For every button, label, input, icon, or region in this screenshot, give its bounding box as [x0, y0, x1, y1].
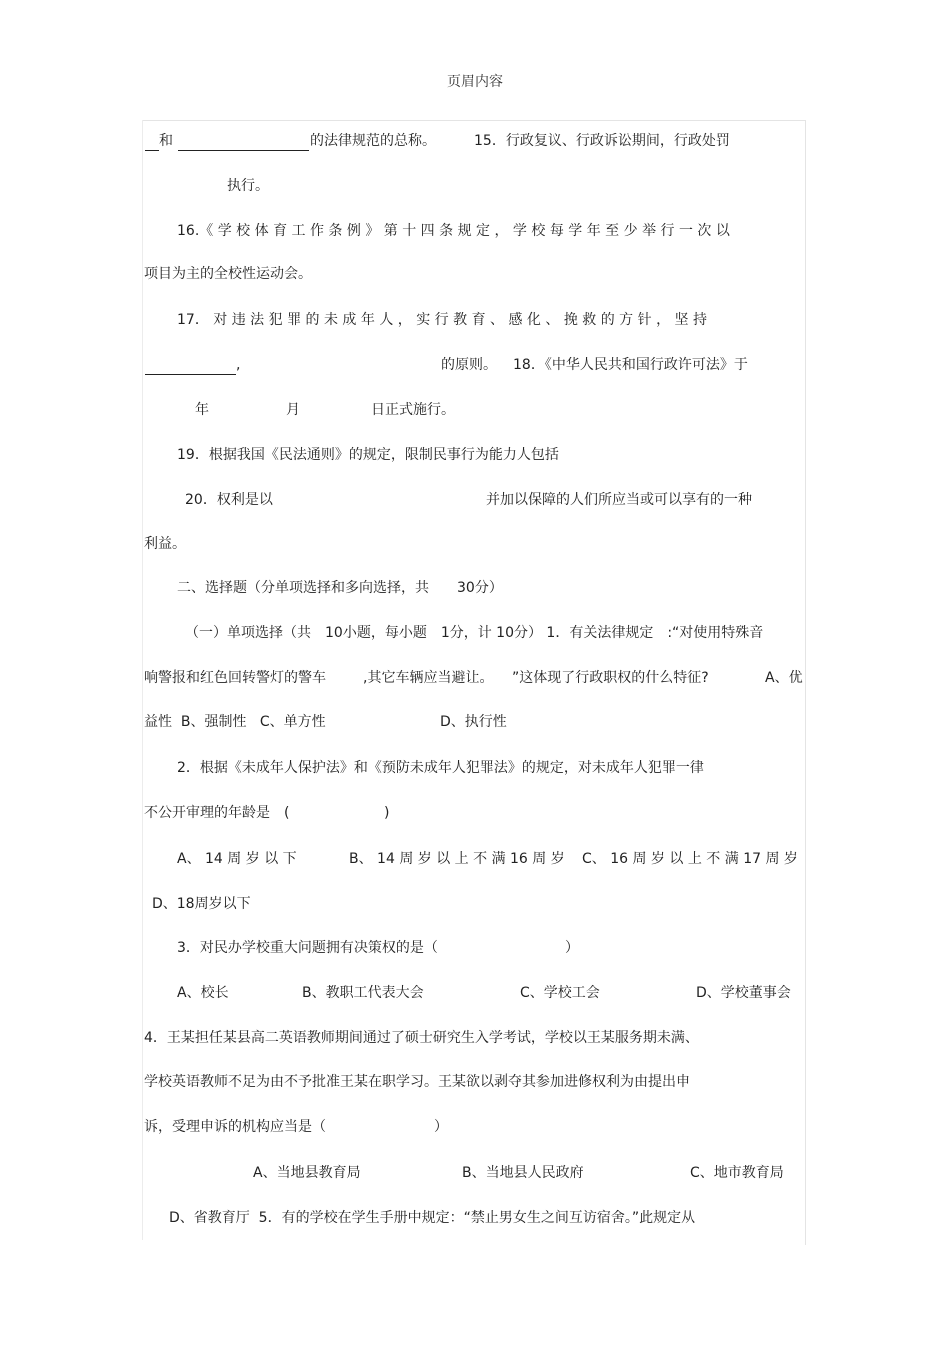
text-line: D、省教育厅 5．有的学校在学生手册中规定：“禁止男女生之间互访宿舍。”此规定从 [169, 1210, 696, 1226]
text-line: 诉，受理申诉的机构应当是（ [144, 1119, 326, 1135]
text-line: 月 [286, 402, 300, 418]
text-line: C、地市教育局 [690, 1165, 784, 1181]
content-frame-left-edge [142, 120, 143, 1240]
text-line: 20．权利是以 [185, 492, 273, 508]
text-line: A、 14 周 岁 以 下 [177, 851, 297, 867]
text-line: A、当地县教育局 [253, 1165, 361, 1181]
text-line: 利益。 [144, 536, 186, 552]
text-line: 15．行政复议、行政诉讼期间，行政处罚 [474, 133, 730, 149]
text-line: D、18周岁以下 [152, 896, 251, 912]
text-line: 3．对民办学校重大问题拥有决策权的是（ [177, 940, 438, 956]
text-line: 17． 对 违 法 犯 罪 的 未 成 年 人 ， 实 行 教 育 、 感 化 、 挽 救 的 方 针 ， 坚 持 [177, 312, 707, 328]
text-line: 学校英语教师不足为由不予批准王某在职学习。王某欲以剥夺其参加进修权利为由提出申 [144, 1074, 690, 1090]
text-line: B、教职工代表大会 [302, 985, 424, 1001]
text-line: B、当地县人民政府 [462, 1165, 584, 1181]
text-line: D、执行性 [440, 714, 507, 730]
text-line: ） [565, 940, 579, 956]
text-line: 18．《中华人民共和国行政许可法》于 [513, 357, 748, 373]
text-line: 益性 B、强制性 C、单方性 [144, 714, 326, 730]
text-line: 和 [159, 133, 173, 149]
text-line: 年 [195, 402, 209, 418]
text-line: C、学校工会 [520, 985, 600, 1001]
answer-blank [145, 150, 159, 151]
text-line: 不公开审理的年龄是 ( [144, 805, 290, 821]
text-line: ） [434, 1119, 448, 1135]
text-line: 执行。 [227, 178, 269, 194]
text-line: D、学校董事会 [696, 985, 791, 1001]
text-line: B、 14 周 岁 以 上 不 满 16 周 岁 [349, 851, 565, 867]
text-line: 响警报和红色回转警灯的警车 [144, 670, 326, 686]
text-line: 2．根据《未成年人保护法》和《预防未成年人犯罪法》的规定，对未成年人犯罪一律 [177, 760, 704, 776]
text-line: A、优 [765, 670, 803, 686]
text-line: 并加以保障的人们所应当或可以享有的一种 [486, 492, 752, 508]
text-line: 日正式施行。 [371, 402, 455, 418]
text-line: 的原则。 [441, 357, 497, 373]
text-line: 16.《 学 校 体 育 工 作 条 例 》 第 十 四 条 规 定 ， 学 校 每 学 年 至 少 举 行 一 次 以 [177, 223, 730, 239]
text-line: , [236, 357, 241, 373]
text-line: （一）单项选择（共 10小题，每小题 1分，计 10分） 1．有关法律规定 :“对使用特殊音 [185, 625, 764, 641]
answer-blank [145, 374, 236, 375]
text-line: ) [384, 805, 390, 821]
answer-blank [178, 150, 309, 151]
text-line: 4．王某担任某县高二英语教师期间通过了硕士研究生入学考试，学校以王某服务期未满、 [144, 1030, 699, 1046]
text-line: 的法律规范的总称。 [310, 133, 436, 149]
text-line: 项目为主的全校性运动会。 [144, 266, 312, 282]
page-header: 页眉内容 [447, 74, 503, 90]
text-line: ”这体现了行政职权的什么特征? [512, 670, 709, 686]
text-line: C、 16 周 岁 以 上 不 满 17 周 岁 [582, 851, 798, 867]
text-line: 19．根据我国《民法通则》的规定，限制民事行为能力人包括 [177, 447, 559, 463]
text-line: A、校长 [177, 985, 229, 1001]
section-heading: 二、选择题（分单项选择和多向选择，共 30分） [177, 580, 503, 596]
text-line: ,其它车辆应当避让。 [363, 670, 494, 686]
